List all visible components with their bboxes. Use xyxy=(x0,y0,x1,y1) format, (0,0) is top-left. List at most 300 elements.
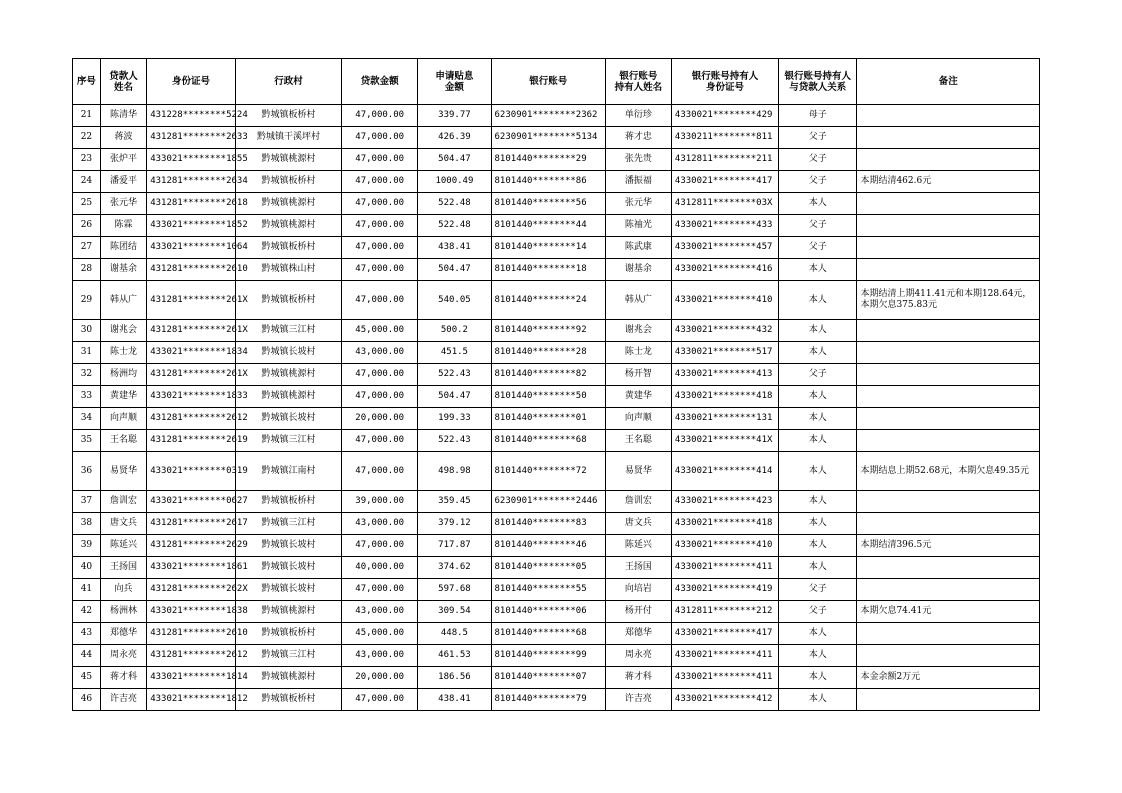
cell-holder-name: 蒋才忠 xyxy=(605,127,671,149)
cell-holder-id: 4330021********413 xyxy=(671,364,778,386)
cell-subsidy-amount: 500.2 xyxy=(418,320,491,342)
cell-holder-name: 许吉亮 xyxy=(605,689,671,711)
table-row xyxy=(73,259,1040,281)
cell-holder-id: 4330021********433 xyxy=(671,215,778,237)
cell-holder-id: 4330211********811 xyxy=(671,127,778,149)
cell-subsidy-amount: 186.56 xyxy=(418,667,491,689)
cell-loan-amount: 39,000.00 xyxy=(342,491,418,513)
cell-id-number: 431281********262X xyxy=(147,579,236,601)
cell-remarks xyxy=(857,193,1040,215)
cell-borrower-name: 蒋才科 xyxy=(100,667,146,689)
cell-holder-relation: 本人 xyxy=(779,452,857,491)
header-holder-id: 银行账号持有人 身份证号 xyxy=(671,59,778,105)
table-row xyxy=(73,601,1040,623)
cell-holder-relation: 父子 xyxy=(779,579,857,601)
cell-id-number: 433021********1812 xyxy=(147,689,236,711)
cell-subsidy-amount: 339.77 xyxy=(418,105,491,127)
cell-village: 黔城镇桃源村 xyxy=(235,667,341,689)
cell-holder-id: 4330021********418 xyxy=(671,513,778,535)
cell-village: 黔城镇桃源村 xyxy=(235,193,341,215)
cell-subsidy-amount: 717.87 xyxy=(418,535,491,557)
cell-holder-name: 陈延兴 xyxy=(605,535,671,557)
cell-holder-id: 4330021********131 xyxy=(671,408,778,430)
cell-loan-amount: 47,000.00 xyxy=(342,127,418,149)
cell-holder-relation: 本人 xyxy=(779,430,857,452)
cell-holder-name: 潘振福 xyxy=(605,171,671,193)
cell-loan-amount: 47,000.00 xyxy=(342,215,418,237)
cell-village: 黔城镇板桥村 xyxy=(235,105,341,127)
cell-bank-account: 8101440********99 xyxy=(491,645,605,667)
cell-village: 黔城镇三江村 xyxy=(235,645,341,667)
cell-bank-account: 8101440********14 xyxy=(491,237,605,259)
cell-holder-relation: 本人 xyxy=(779,623,857,645)
cell-borrower-name: 张元华 xyxy=(100,193,146,215)
cell-holder-relation: 本人 xyxy=(779,408,857,430)
cell-subsidy-amount: 504.47 xyxy=(418,259,491,281)
cell-subsidy-amount: 438.41 xyxy=(418,237,491,259)
cell-seq: 24 xyxy=(73,171,101,193)
cell-subsidy-amount: 359.45 xyxy=(418,491,491,513)
cell-subsidy-amount: 199.33 xyxy=(418,408,491,430)
table-row xyxy=(73,452,1040,491)
cell-holder-relation: 本人 xyxy=(779,386,857,408)
cell-seq: 40 xyxy=(73,557,101,579)
cell-village: 黔城镇板桥村 xyxy=(235,281,341,320)
cell-subsidy-amount: 522.43 xyxy=(418,364,491,386)
cell-holder-name: 陈武康 xyxy=(605,237,671,259)
table-row xyxy=(73,623,1040,645)
cell-borrower-name: 王扬国 xyxy=(100,557,146,579)
cell-bank-account: 8101440********50 xyxy=(491,386,605,408)
cell-remarks xyxy=(857,149,1040,171)
cell-borrower-name: 唐文兵 xyxy=(100,513,146,535)
cell-holder-name: 向声顺 xyxy=(605,408,671,430)
cell-village: 黔城镇长坡村 xyxy=(235,342,341,364)
table-row xyxy=(73,667,1040,689)
cell-seq: 23 xyxy=(73,149,101,171)
cell-subsidy-amount: 309.54 xyxy=(418,601,491,623)
table-row xyxy=(73,193,1040,215)
cell-remarks xyxy=(857,364,1040,386)
cell-loan-amount: 45,000.00 xyxy=(342,320,418,342)
table-row xyxy=(73,342,1040,364)
cell-loan-amount: 47,000.00 xyxy=(342,386,418,408)
header-id-number: 身份证号 xyxy=(147,59,236,105)
cell-holder-relation: 父子 xyxy=(779,237,857,259)
cell-bank-account: 8101440********05 xyxy=(491,557,605,579)
cell-seq: 36 xyxy=(73,452,101,491)
cell-holder-id: 4312811********211 xyxy=(671,149,778,171)
cell-bank-account: 8101440********06 xyxy=(491,601,605,623)
cell-holder-id: 4330021********457 xyxy=(671,237,778,259)
cell-holder-name: 谢基余 xyxy=(605,259,671,281)
cell-seq: 37 xyxy=(73,491,101,513)
cell-village: 黔城镇桃源村 xyxy=(235,386,341,408)
cell-seq: 46 xyxy=(73,689,101,711)
cell-remarks: 本期欠息74.41元 xyxy=(857,601,1040,623)
cell-village: 黔城镇板桥村 xyxy=(235,623,341,645)
table-row xyxy=(73,105,1040,127)
cell-seq: 43 xyxy=(73,623,101,645)
cell-id-number: 433021********0627 xyxy=(147,491,236,513)
cell-subsidy-amount: 438.41 xyxy=(418,689,491,711)
cell-holder-relation: 本人 xyxy=(779,689,857,711)
cell-holder-name: 韩从广 xyxy=(605,281,671,320)
cell-remarks xyxy=(857,105,1040,127)
table-row xyxy=(73,215,1040,237)
table-row xyxy=(73,557,1040,579)
cell-remarks xyxy=(857,127,1040,149)
cell-holder-name: 陈袖光 xyxy=(605,215,671,237)
cell-holder-relation: 父子 xyxy=(779,215,857,237)
cell-id-number: 431228********5224 xyxy=(147,105,236,127)
cell-remarks xyxy=(857,491,1040,513)
cell-loan-amount: 47,000.00 xyxy=(342,452,418,491)
cell-village: 黔城镇长坡村 xyxy=(235,535,341,557)
cell-subsidy-amount: 448.5 xyxy=(418,623,491,645)
cell-bank-account: 6230901********2362 xyxy=(491,105,605,127)
header-subsidy-amount: 申请贴息 金额 xyxy=(418,59,491,105)
cell-village: 黔城镇三江村 xyxy=(235,320,341,342)
cell-loan-amount: 45,000.00 xyxy=(342,623,418,645)
cell-holder-name: 陈士龙 xyxy=(605,342,671,364)
cell-loan-amount: 47,000.00 xyxy=(342,535,418,557)
cell-id-number: 431281********261X xyxy=(147,364,236,386)
cell-borrower-name: 杨洲林 xyxy=(100,601,146,623)
cell-subsidy-amount: 451.5 xyxy=(418,342,491,364)
cell-remarks xyxy=(857,320,1040,342)
cell-bank-account: 6230901********5134 xyxy=(491,127,605,149)
cell-remarks xyxy=(857,237,1040,259)
cell-remarks xyxy=(857,386,1040,408)
cell-remarks xyxy=(857,623,1040,645)
cell-bank-account: 8101440********24 xyxy=(491,281,605,320)
cell-seq: 26 xyxy=(73,215,101,237)
cell-borrower-name: 詹训宏 xyxy=(100,491,146,513)
cell-bank-account: 8101440********72 xyxy=(491,452,605,491)
cell-remarks xyxy=(857,513,1040,535)
header-borrower-name: 贷款人 姓名 xyxy=(100,59,146,105)
cell-subsidy-amount: 379.12 xyxy=(418,513,491,535)
cell-holder-id: 4330021********517 xyxy=(671,342,778,364)
cell-holder-name: 单衍珍 xyxy=(605,105,671,127)
cell-seq: 32 xyxy=(73,364,101,386)
cell-holder-relation: 本人 xyxy=(779,667,857,689)
table-body xyxy=(73,105,1040,711)
cell-id-number: 431281********2634 xyxy=(147,171,236,193)
cell-loan-amount: 20,000.00 xyxy=(342,408,418,430)
cell-holder-relation: 本人 xyxy=(779,557,857,579)
table-row xyxy=(73,430,1040,452)
cell-holder-name: 黄建华 xyxy=(605,386,671,408)
cell-holder-name: 易贤华 xyxy=(605,452,671,491)
cell-village: 黔城镇桃源村 xyxy=(235,601,341,623)
cell-holder-name: 张先贵 xyxy=(605,149,671,171)
cell-subsidy-amount: 1000.49 xyxy=(418,171,491,193)
cell-id-number: 431281********2617 xyxy=(147,513,236,535)
cell-holder-name: 王扬国 xyxy=(605,557,671,579)
cell-holder-name: 蒋才科 xyxy=(605,667,671,689)
cell-id-number: 431281********2610 xyxy=(147,623,236,645)
table-row xyxy=(73,645,1040,667)
cell-borrower-name: 王名聪 xyxy=(100,430,146,452)
table-row xyxy=(73,491,1040,513)
table-row xyxy=(73,171,1040,193)
cell-holder-id: 4330021********418 xyxy=(671,386,778,408)
cell-village: 黔城镇板桥村 xyxy=(235,237,341,259)
cell-loan-amount: 40,000.00 xyxy=(342,557,418,579)
cell-holder-name: 唐文兵 xyxy=(605,513,671,535)
cell-holder-name: 詹训宏 xyxy=(605,491,671,513)
cell-holder-id: 4330021********410 xyxy=(671,281,778,320)
cell-holder-id: 4330021********411 xyxy=(671,645,778,667)
cell-village: 黔城镇干溪坪村 xyxy=(235,127,341,149)
table-row xyxy=(73,535,1040,557)
cell-holder-relation: 本人 xyxy=(779,491,857,513)
cell-loan-amount: 47,000.00 xyxy=(342,193,418,215)
cell-loan-amount: 43,000.00 xyxy=(342,645,418,667)
cell-village: 黔城镇板桥村 xyxy=(235,171,341,193)
cell-holder-relation: 母子 xyxy=(779,105,857,127)
cell-remarks xyxy=(857,689,1040,711)
cell-borrower-name: 陈团结 xyxy=(100,237,146,259)
cell-village: 黔城镇江南村 xyxy=(235,452,341,491)
header-seq: 序号 xyxy=(73,59,101,105)
cell-id-number: 431281********2612 xyxy=(147,645,236,667)
cell-bank-account: 8101440********92 xyxy=(491,320,605,342)
cell-holder-name: 郑德华 xyxy=(605,623,671,645)
cell-holder-id: 4312811********212 xyxy=(671,601,778,623)
cell-borrower-name: 许吉亮 xyxy=(100,689,146,711)
cell-holder-id: 4330021********432 xyxy=(671,320,778,342)
cell-holder-id: 4330021********411 xyxy=(671,667,778,689)
cell-holder-id: 4330021********41X xyxy=(671,430,778,452)
cell-bank-account: 8101440********86 xyxy=(491,171,605,193)
cell-id-number: 433021********1838 xyxy=(147,601,236,623)
header-holder-relation: 银行账号持有人 与贷款人关系 xyxy=(779,59,857,105)
cell-loan-amount: 47,000.00 xyxy=(342,364,418,386)
cell-borrower-name: 陈清华 xyxy=(100,105,146,127)
cell-holder-id: 4330021********410 xyxy=(671,535,778,557)
cell-id-number: 431281********2610 xyxy=(147,259,236,281)
cell-loan-amount: 43,000.00 xyxy=(342,513,418,535)
cell-id-number: 433021********1855 xyxy=(147,149,236,171)
cell-seq: 29 xyxy=(73,281,101,320)
cell-id-number: 433021********1834 xyxy=(147,342,236,364)
cell-seq: 41 xyxy=(73,579,101,601)
cell-remarks xyxy=(857,645,1040,667)
cell-subsidy-amount: 374.62 xyxy=(418,557,491,579)
cell-holder-relation: 本人 xyxy=(779,320,857,342)
table-row xyxy=(73,127,1040,149)
cell-remarks xyxy=(857,557,1040,579)
cell-bank-account: 6230901********2446 xyxy=(491,491,605,513)
cell-holder-name: 向培岩 xyxy=(605,579,671,601)
cell-seq: 22 xyxy=(73,127,101,149)
cell-bank-account: 8101440********68 xyxy=(491,430,605,452)
table-row xyxy=(73,386,1040,408)
cell-village: 黔城镇桃源村 xyxy=(235,364,341,386)
table-row xyxy=(73,149,1040,171)
cell-borrower-name: 韩从广 xyxy=(100,281,146,320)
cell-seq: 45 xyxy=(73,667,101,689)
cell-holder-name: 张元华 xyxy=(605,193,671,215)
cell-subsidy-amount: 461.53 xyxy=(418,645,491,667)
cell-holder-name: 谢兆会 xyxy=(605,320,671,342)
cell-bank-account: 8101440********55 xyxy=(491,579,605,601)
cell-loan-amount: 47,000.00 xyxy=(342,171,418,193)
cell-seq: 27 xyxy=(73,237,101,259)
cell-bank-account: 8101440********29 xyxy=(491,149,605,171)
header-holder-name: 银行账号 持有人姓名 xyxy=(605,59,671,105)
cell-village: 黔城镇株山村 xyxy=(235,259,341,281)
cell-borrower-name: 谢基余 xyxy=(100,259,146,281)
cell-bank-account: 8101440********83 xyxy=(491,513,605,535)
cell-id-number: 431281********2612 xyxy=(147,408,236,430)
cell-village: 黔城镇三江村 xyxy=(235,430,341,452)
cell-subsidy-amount: 522.48 xyxy=(418,215,491,237)
cell-borrower-name: 张炉平 xyxy=(100,149,146,171)
cell-holder-relation: 父子 xyxy=(779,149,857,171)
cell-bank-account: 8101440********68 xyxy=(491,623,605,645)
cell-seq: 39 xyxy=(73,535,101,557)
cell-loan-amount: 43,000.00 xyxy=(342,601,418,623)
cell-id-number: 431281********261X xyxy=(147,281,236,320)
cell-seq: 31 xyxy=(73,342,101,364)
cell-holder-relation: 本人 xyxy=(779,193,857,215)
cell-holder-id: 4330021********411 xyxy=(671,557,778,579)
header-loan-amount: 贷款金额 xyxy=(342,59,418,105)
cell-borrower-name: 黄建华 xyxy=(100,386,146,408)
cell-holder-relation: 本人 xyxy=(779,645,857,667)
cell-loan-amount: 47,000.00 xyxy=(342,259,418,281)
cell-borrower-name: 向兵 xyxy=(100,579,146,601)
table-row xyxy=(73,281,1040,320)
cell-seq: 28 xyxy=(73,259,101,281)
table-row xyxy=(73,320,1040,342)
cell-remarks xyxy=(857,342,1040,364)
cell-loan-amount: 47,000.00 xyxy=(342,430,418,452)
table-row xyxy=(73,579,1040,601)
cell-id-number: 433021********1814 xyxy=(147,667,236,689)
cell-id-number: 431281********2629 xyxy=(147,535,236,557)
cell-subsidy-amount: 597.68 xyxy=(418,579,491,601)
cell-id-number: 431281********2619 xyxy=(147,430,236,452)
cell-bank-account: 8101440********79 xyxy=(491,689,605,711)
cell-village: 黔城镇板桥村 xyxy=(235,689,341,711)
cell-remarks: 本期结息上期52.68元，本期欠息49.35元 xyxy=(857,452,1040,491)
cell-village: 黔城镇桃源村 xyxy=(235,215,341,237)
cell-holder-id: 4330021********412 xyxy=(671,689,778,711)
cell-loan-amount: 47,000.00 xyxy=(342,689,418,711)
cell-seq: 30 xyxy=(73,320,101,342)
cell-holder-relation: 父子 xyxy=(779,127,857,149)
cell-borrower-name: 郑德华 xyxy=(100,623,146,645)
cell-seq: 38 xyxy=(73,513,101,535)
cell-holder-id: 4330021********416 xyxy=(671,259,778,281)
cell-remarks: 本金余额2万元 xyxy=(857,667,1040,689)
cell-bank-account: 8101440********56 xyxy=(491,193,605,215)
cell-holder-relation: 父子 xyxy=(779,364,857,386)
cell-id-number: 433021********0319 xyxy=(147,452,236,491)
table-row xyxy=(73,513,1040,535)
cell-seq: 33 xyxy=(73,386,101,408)
cell-holder-name: 杨开付 xyxy=(605,601,671,623)
cell-remarks xyxy=(857,579,1040,601)
table-row xyxy=(73,689,1040,711)
cell-village: 黔城镇三江村 xyxy=(235,513,341,535)
cell-borrower-name: 谢兆会 xyxy=(100,320,146,342)
cell-borrower-name: 陈延兴 xyxy=(100,535,146,557)
cell-remarks xyxy=(857,408,1040,430)
cell-holder-id: 4330021********419 xyxy=(671,579,778,601)
cell-borrower-name: 蒋波 xyxy=(100,127,146,149)
cell-id-number: 433021********1833 xyxy=(147,386,236,408)
cell-subsidy-amount: 522.48 xyxy=(418,193,491,215)
cell-borrower-name: 杨洲均 xyxy=(100,364,146,386)
cell-id-number: 433021********1064 xyxy=(147,237,236,259)
cell-subsidy-amount: 504.47 xyxy=(418,149,491,171)
cell-borrower-name: 陈士龙 xyxy=(100,342,146,364)
cell-seq: 42 xyxy=(73,601,101,623)
cell-remarks xyxy=(857,259,1040,281)
cell-loan-amount: 43,000.00 xyxy=(342,342,418,364)
header-village: 行政村 xyxy=(235,59,341,105)
cell-seq: 21 xyxy=(73,105,101,127)
cell-subsidy-amount: 498.98 xyxy=(418,452,491,491)
cell-remarks xyxy=(857,430,1040,452)
cell-holder-relation: 本人 xyxy=(779,281,857,320)
cell-id-number: 431281********2618 xyxy=(147,193,236,215)
cell-holder-id: 4330021********417 xyxy=(671,171,778,193)
cell-holder-relation: 父子 xyxy=(779,601,857,623)
cell-borrower-name: 陈霖 xyxy=(100,215,146,237)
cell-borrower-name: 易贤华 xyxy=(100,452,146,491)
cell-village: 黔城镇长坡村 xyxy=(235,557,341,579)
cell-holder-name: 王名聪 xyxy=(605,430,671,452)
table-row xyxy=(73,237,1040,259)
cell-village: 黔城镇板桥村 xyxy=(235,491,341,513)
cell-bank-account: 8101440********46 xyxy=(491,535,605,557)
cell-holder-id: 4330021********417 xyxy=(671,623,778,645)
cell-id-number: 431281********2633 xyxy=(147,127,236,149)
cell-remarks: 本期结清上期411.41元和本期128.64元，本期欠息375.83元 xyxy=(857,281,1040,320)
cell-holder-relation: 本人 xyxy=(779,513,857,535)
cell-village: 黔城镇长坡村 xyxy=(235,408,341,430)
cell-bank-account: 8101440********28 xyxy=(491,342,605,364)
cell-holder-relation: 父子 xyxy=(779,171,857,193)
cell-subsidy-amount: 426.39 xyxy=(418,127,491,149)
cell-holder-id: 4330021********414 xyxy=(671,452,778,491)
cell-village: 黔城镇桃源村 xyxy=(235,149,341,171)
cell-holder-id: 4330021********429 xyxy=(671,105,778,127)
cell-remarks: 本期结清396.5元 xyxy=(857,535,1040,557)
cell-subsidy-amount: 504.47 xyxy=(418,386,491,408)
cell-seq: 25 xyxy=(73,193,101,215)
cell-holder-relation: 本人 xyxy=(779,535,857,557)
cell-holder-id: 4330021********423 xyxy=(671,491,778,513)
header-remarks: 备注 xyxy=(857,59,1040,105)
table-row xyxy=(73,364,1040,386)
cell-loan-amount: 47,000.00 xyxy=(342,237,418,259)
cell-holder-name: 周永亮 xyxy=(605,645,671,667)
cell-borrower-name: 周永亮 xyxy=(100,645,146,667)
loan-subsidy-table xyxy=(72,58,1040,711)
header-bank-account: 银行账号 xyxy=(491,59,605,105)
cell-id-number: 433021********1861 xyxy=(147,557,236,579)
cell-subsidy-amount: 522.43 xyxy=(418,430,491,452)
cell-holder-relation: 本人 xyxy=(779,259,857,281)
